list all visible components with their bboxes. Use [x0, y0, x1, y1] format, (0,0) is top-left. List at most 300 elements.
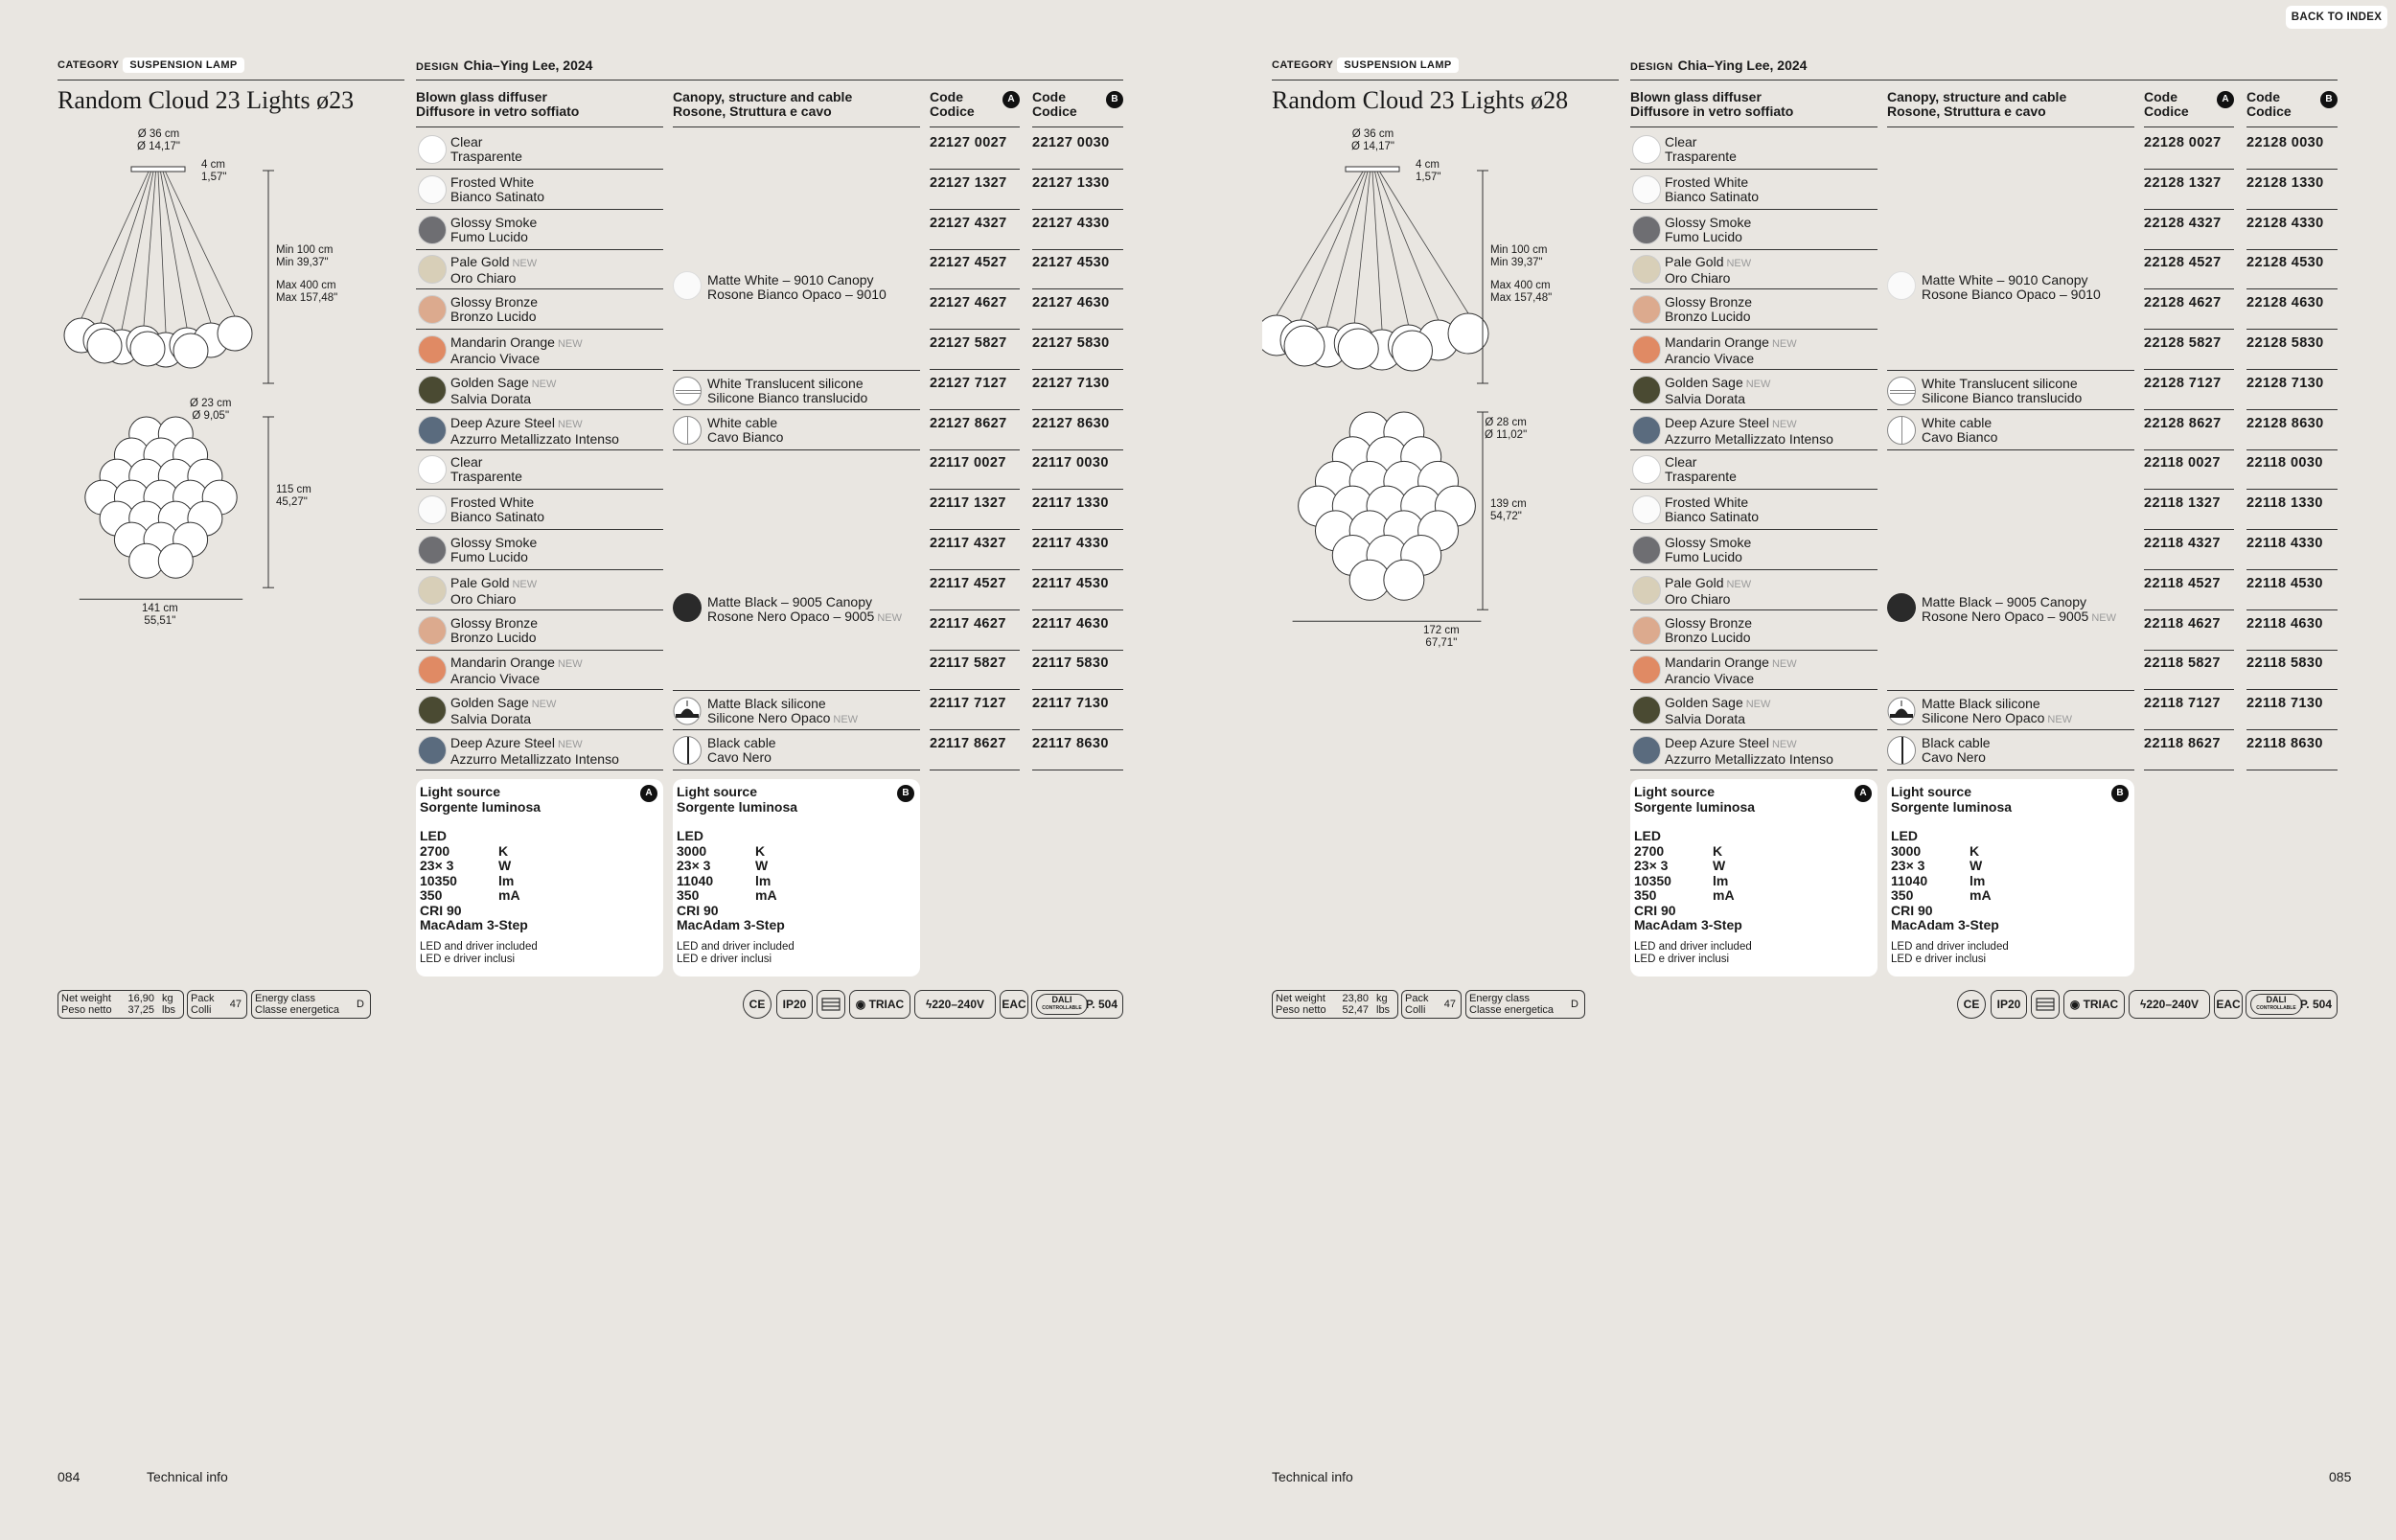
- black-silicone-row: [673, 690, 920, 730]
- diffuser-en: Frosted White: [450, 494, 535, 511]
- code-b-cell[interactable]: 22127 8630: [1032, 410, 1123, 450]
- diffuser-en: Mandarin Orange: [1665, 655, 1769, 671]
- diffuser-swatch-icon: [1632, 255, 1661, 284]
- code-b-cell[interactable]: 22118 5830: [2246, 650, 2338, 690]
- diffuser-it: Arancio Vivace: [1665, 351, 1755, 366]
- spec-row: [1634, 844, 1874, 860]
- diffuser-name: [450, 335, 583, 366]
- black-cable-row: [673, 730, 920, 770]
- diffuser-row[interactable]: [1630, 650, 1878, 690]
- net-weight-tag: [58, 990, 184, 1019]
- triac-label: TRIAC: [868, 998, 905, 1011]
- code-b-cell[interactable]: 22118 8630: [2246, 730, 2338, 770]
- code-b-cell[interactable]: 22128 1330: [2246, 170, 2338, 210]
- code-b-cell[interactable]: 22128 0030: [2246, 129, 2338, 170]
- white-silicone-label: White Translucent silicone Silicone Bianco translucido: [1922, 375, 2083, 405]
- diffuser-it: Fumo Lucido: [450, 549, 528, 564]
- spec-unit: W: [1713, 858, 1726, 873]
- code-b-cell[interactable]: 22128 5830: [2246, 330, 2338, 370]
- spec-unit: mA: [498, 887, 520, 903]
- code-a-cell[interactable]: 22118 4627: [2144, 610, 2234, 651]
- light-source-title: Light source Sorgente luminosa: [420, 784, 541, 815]
- diffuser-en: Deep Azure Steel: [1665, 414, 1769, 430]
- spacer: [677, 815, 916, 829]
- black-silicone-row: [1887, 690, 2134, 730]
- code-a-cell[interactable]: 22118 7127: [2144, 690, 2234, 730]
- badge-a-icon: A: [1855, 785, 1872, 802]
- code-a-cell[interactable]: 22128 4327: [2144, 210, 2234, 250]
- pack-tag: [187, 990, 247, 1019]
- eac-icon: EAC: [2214, 990, 2243, 1019]
- diffuser-en: Golden Sage: [1665, 695, 1743, 711]
- diffuser-swatch-icon: [1632, 455, 1661, 484]
- code-b-cell[interactable]: 22118 0030: [2246, 449, 2338, 490]
- code-a-cell[interactable]: 22127 4527: [930, 249, 1020, 289]
- diffuser-swatch-icon: [1632, 655, 1661, 684]
- diffuser-header: Blown glass diffuser Diffusore in vetro soffiato: [1630, 89, 1794, 119]
- diffuser-en: Mandarin Orange: [1665, 334, 1769, 350]
- spec-value: 11040: [677, 872, 714, 888]
- diffuser-en: Glossy Bronze: [1665, 294, 1753, 310]
- diffuser-row[interactable]: [1630, 449, 1878, 490]
- diffuser-row[interactable]: [1630, 129, 1878, 170]
- spec-row: [677, 859, 916, 874]
- diffuser-name: [450, 536, 537, 564]
- light-source-a: [416, 779, 663, 977]
- diffuser-it: Oro Chiaro: [1665, 270, 1731, 287]
- diffuser-row[interactable]: [416, 170, 663, 210]
- code-b-cell[interactable]: 22118 7130: [2246, 690, 2338, 730]
- code-a-cell[interactable]: 22127 1327: [930, 170, 1020, 210]
- diffuser-swatch-icon: [418, 495, 447, 524]
- canopy-header: Canopy, structure and cable Rosone, Struttura e cavo: [1887, 89, 2067, 119]
- triac-label: TRIAC: [2083, 998, 2119, 1011]
- white-silicone-label: White Translucent silicone Silicone Bianco translucido: [707, 375, 868, 405]
- light-source-b: [673, 779, 920, 977]
- macadam-label: MacAdam 3-Step: [420, 917, 528, 932]
- header-divider: [2246, 126, 2338, 127]
- white-canopy-icon: [1887, 271, 1916, 300]
- diffuser-row[interactable]: [416, 249, 663, 289]
- spec-row: [420, 859, 659, 874]
- diffuser-row[interactable]: [1630, 690, 1878, 730]
- diffuser-swatch-icon: [418, 616, 447, 645]
- diffuser-row[interactable]: [1630, 530, 1878, 570]
- spec-unit: W: [1970, 858, 1983, 873]
- driver-note: LED and driver included LED e driver inclusi: [677, 940, 795, 965]
- cable-line: [1901, 417, 1902, 444]
- weight-units: kg lbs: [1376, 993, 1391, 1016]
- code-a-cell[interactable]: 22118 8627: [2144, 730, 2234, 770]
- code-a-cell[interactable]: 22118 4527: [2144, 570, 2234, 610]
- diffuser-swatch-icon: [1632, 616, 1661, 645]
- header-divider: [416, 126, 663, 127]
- diffuser-swatch-icon: [1632, 696, 1661, 724]
- spec-row: [677, 844, 916, 860]
- energy-label: Energy class Classe energetica: [255, 993, 340, 1016]
- code-a-cell[interactable]: 22128 5827: [2144, 330, 2234, 370]
- category-label: [58, 56, 244, 73]
- code-a-cell[interactable]: 22127 5827: [930, 330, 1020, 370]
- code-a-cell[interactable]: 22117 8627: [930, 730, 1020, 770]
- code-a-cell[interactable]: 22117 7127: [930, 690, 1020, 730]
- new-badge: NEW: [557, 418, 583, 430]
- code-a-cell[interactable]: 22117 1327: [930, 490, 1020, 530]
- diffuser-row[interactable]: [416, 330, 663, 370]
- black-canopy-icon: [1887, 593, 1916, 622]
- diffuser-it: Bronzo Lucido: [1665, 629, 1751, 645]
- silicone-band: [1890, 390, 1915, 394]
- diffuser-row[interactable]: [416, 210, 663, 250]
- driver-note: LED and driver included LED e driver inclusi: [1891, 940, 2009, 965]
- code-a-cell[interactable]: 22117 4327: [930, 530, 1020, 570]
- code-a-cell[interactable]: 22127 4627: [930, 289, 1020, 330]
- diffuser-row[interactable]: [1630, 730, 1878, 770]
- diffuser-en: Glossy Smoke: [450, 214, 538, 230]
- header-divider: [2144, 126, 2234, 127]
- code-b-cell[interactable]: 22118 4630: [2246, 610, 2338, 651]
- diffuser-it: Azzurro Metallizzato Intenso: [450, 430, 619, 447]
- code-b-cell[interactable]: 22117 1330: [1032, 490, 1123, 530]
- spec-value: 3000: [1891, 842, 1922, 859]
- code-b-cell[interactable]: 22118 4530: [2246, 570, 2338, 610]
- code-b-cell[interactable]: 22128 7130: [2246, 370, 2338, 410]
- white-cable-label: White cable Cavo Bianco: [1922, 414, 1998, 445]
- spec-unit: W: [755, 858, 769, 873]
- design-label: [1630, 57, 1807, 75]
- page-number: 085: [2329, 1469, 2352, 1484]
- code-a-header: Code Codice: [930, 89, 975, 119]
- spec-row: [1891, 859, 2131, 874]
- diffuser-row[interactable]: [416, 410, 663, 450]
- code-b-cell[interactable]: 22117 0030: [1032, 449, 1123, 490]
- macadam-label: MacAdam 3-Step: [1891, 917, 1999, 932]
- page-ref: P. 504: [1085, 998, 1117, 1011]
- spec-row: [1891, 874, 2131, 889]
- diffuser-swatch-icon: [1632, 736, 1661, 765]
- diffuser-row[interactable]: [1630, 289, 1878, 330]
- black-silicone-label: [707, 697, 858, 727]
- code-a-cell[interactable]: 22128 0027: [2144, 129, 2234, 170]
- diffuser-en: Frosted White: [1665, 173, 1749, 190]
- pack-value: 47: [1443, 999, 1456, 1010]
- new-badge: NEW: [2091, 612, 2117, 625]
- spec-value: 10350: [1634, 872, 1671, 888]
- diffuser-en: Clear: [450, 454, 483, 471]
- weight-lbs: 37,25: [127, 1004, 154, 1016]
- new-badge: NEW: [557, 739, 583, 750]
- diffuser-name: [450, 736, 619, 767]
- code-a-cell[interactable]: 22118 1327: [2144, 490, 2234, 530]
- diffuser-swatch-icon: [418, 376, 447, 404]
- code-a-cell[interactable]: 22117 5827: [930, 650, 1020, 690]
- code-a-cell[interactable]: 22128 1327: [2144, 170, 2234, 210]
- spec-row: [420, 888, 659, 904]
- cable-line: [687, 737, 689, 764]
- category-value: SUSPENSION LAMP: [123, 57, 243, 73]
- spec-row: [677, 888, 916, 904]
- code-a-cell[interactable]: 22127 7127: [930, 370, 1020, 410]
- min-length-label: Min 100 cm Min 39,37": [276, 244, 334, 268]
- code-a-cell[interactable]: 22128 8627: [2144, 410, 2234, 450]
- diffuser-it: Oro Chiaro: [450, 590, 517, 607]
- diffuser-row[interactable]: [416, 289, 663, 330]
- energy-value: D: [357, 999, 364, 1010]
- spec-unit: mA: [1970, 887, 1992, 903]
- new-badge: NEW: [1726, 258, 1752, 270]
- spec-value: 11040: [1891, 872, 1928, 888]
- header-divider: [1630, 126, 1878, 127]
- diffuser-name: [1665, 175, 1759, 204]
- diffuser-swatch-icon: [418, 175, 447, 204]
- code-a-cell[interactable]: 22118 0027: [2144, 449, 2234, 490]
- diffuser-swatch-icon: [1632, 175, 1661, 204]
- sphere-diameter-label: Ø 23 cm Ø 9,05": [190, 398, 232, 422]
- code-a-cell[interactable]: 22128 4627: [2144, 289, 2234, 330]
- diffuser-en: Clear: [1665, 454, 1697, 471]
- diffuser-row[interactable]: [1630, 490, 1878, 530]
- diffuser-it: Arancio Vivace: [450, 671, 541, 687]
- design-title: DESIGN: [1630, 61, 1673, 73]
- diffuser-it: Oro Chiaro: [1665, 590, 1731, 607]
- code-b-cell[interactable]: 22117 4530: [1032, 570, 1123, 610]
- diffuser-it: Salvia Dorata: [450, 711, 532, 727]
- diffuser-row[interactable]: [416, 129, 663, 170]
- weight-values: [1340, 993, 1369, 1016]
- footer-label: Technical info: [1272, 1469, 1353, 1484]
- diffuser-en: Glossy Bronze: [1665, 614, 1753, 631]
- black-silicone-text: Matte Black silicone Silicone Nero Opaco: [707, 696, 831, 726]
- new-badge: NEW: [1771, 658, 1797, 671]
- diffuser-row[interactable]: [1630, 249, 1878, 289]
- badge-b-icon: B: [1106, 91, 1123, 108]
- diffuser-swatch-icon: [418, 736, 447, 765]
- code-a-cell[interactable]: 22118 4327: [2144, 530, 2234, 570]
- spacer: [420, 815, 659, 829]
- category-value: SUSPENSION LAMP: [1337, 57, 1458, 73]
- code-b-cell[interactable]: 22117 7130: [1032, 690, 1123, 730]
- diffuser-en: Glossy Smoke: [1665, 535, 1752, 550]
- spec-unit: W: [498, 858, 512, 873]
- diffuser-name: [1665, 216, 1751, 244]
- diffuser-name: [450, 616, 538, 645]
- designer-name: Chia–Ying Lee, 2024: [1677, 57, 1808, 73]
- new-badge: NEW: [1771, 418, 1797, 430]
- diffuser-row[interactable]: [416, 490, 663, 530]
- weight-kg: 23,80: [1342, 993, 1369, 1004]
- new-badge: NEW: [1771, 739, 1797, 750]
- diffuser-row[interactable]: [1630, 570, 1878, 610]
- diffuser-it: Arancio Vivace: [450, 351, 541, 366]
- light-source-a: [1630, 779, 1878, 977]
- diffuser-row[interactable]: [416, 530, 663, 570]
- triac-icon: ◉ TRIAC: [849, 990, 910, 1019]
- product-title: Random Cloud 23 Lights ø23: [58, 86, 355, 114]
- diffuser-it: Bianco Satinato: [450, 509, 545, 525]
- badge-b-icon: B: [897, 785, 914, 802]
- diffuser-swatch-icon: [1632, 536, 1661, 564]
- diffuser-it: Bianco Satinato: [1665, 509, 1760, 525]
- black-canopy-icon: [673, 593, 702, 622]
- code-a-cell[interactable]: 22117 0027: [930, 449, 1020, 490]
- diffuser-row[interactable]: [1630, 210, 1878, 250]
- pack-label: Pack Colli: [1405, 993, 1429, 1016]
- led-label: LED: [1634, 828, 1661, 843]
- code-b-cell[interactable]: 22127 1330: [1032, 170, 1123, 210]
- canopy-height-label: 4 cm 1,57": [201, 159, 227, 183]
- fixture-icon: [2031, 990, 2060, 1019]
- pack-tag: [1401, 990, 1462, 1019]
- spec-value: 350: [420, 887, 443, 903]
- code-a-cell[interactable]: 22117 4627: [930, 610, 1020, 651]
- diffuser-it: Bronzo Lucido: [1665, 309, 1751, 325]
- canopy-diameter-label: Ø 36 cm Ø 14,17": [1351, 128, 1395, 152]
- code-b-cell[interactable]: 22128 4530: [2246, 249, 2338, 289]
- energy-tag: [1465, 990, 1585, 1019]
- header-divider: [673, 126, 920, 127]
- diffuser-swatch-icon: [1632, 135, 1661, 164]
- new-badge: NEW: [1726, 578, 1752, 590]
- code-b-cell[interactable]: 22117 5830: [1032, 650, 1123, 690]
- white-silicone-icon: [673, 377, 702, 405]
- diffuser-it: Arancio Vivace: [1665, 671, 1755, 687]
- code-a-cell[interactable]: 22128 7127: [2144, 370, 2234, 410]
- new-badge: NEW: [531, 378, 557, 390]
- code-a-cell[interactable]: 22127 4327: [930, 210, 1020, 250]
- diffuser-en: Golden Sage: [450, 695, 529, 711]
- diffuser-row[interactable]: [416, 690, 663, 730]
- spec-row: [1891, 888, 2131, 904]
- code-a-cell[interactable]: 22127 8627: [930, 410, 1020, 450]
- code-b-cell[interactable]: 22127 5830: [1032, 330, 1123, 370]
- spec-value: 2700: [420, 842, 450, 859]
- diffuser-row[interactable]: [416, 449, 663, 490]
- code-b-cell[interactable]: 22117 4630: [1032, 610, 1123, 651]
- weight-values: [126, 993, 154, 1016]
- diffuser-name: [1665, 655, 1797, 686]
- canopy-header: Canopy, structure and cable Rosone, Struttura e cavo: [673, 89, 853, 119]
- voltage-icon: ϟ220–240V: [914, 990, 996, 1019]
- code-b-cell[interactable]: 22117 8630: [1032, 730, 1123, 770]
- code-b-header: Code Codice: [2246, 89, 2292, 119]
- black-canopy-label: [707, 595, 902, 626]
- spec-row: [420, 874, 659, 889]
- badge-a-icon: A: [640, 785, 657, 802]
- diffuser-en: Pale Gold: [1665, 254, 1724, 270]
- diffuser-it: Oro Chiaro: [450, 270, 517, 287]
- diffuser-row[interactable]: [1630, 410, 1878, 450]
- diffuser-row[interactable]: [1630, 330, 1878, 370]
- diffuser-row[interactable]: [416, 570, 663, 610]
- code-b-cell[interactable]: 22127 7130: [1032, 370, 1123, 410]
- code-b-cell[interactable]: 22128 8630: [2246, 410, 2338, 450]
- diffuser-it: Fumo Lucido: [1665, 549, 1742, 564]
- code-b-cell[interactable]: 22127 4630: [1032, 289, 1123, 330]
- fixture-icon: [817, 990, 845, 1019]
- black-silicone-text: Matte Black silicone Silicone Nero Opaco: [1922, 696, 2045, 726]
- new-badge: NEW: [1745, 699, 1771, 711]
- voltage-icon: ϟ220–240V: [2129, 990, 2210, 1019]
- badge-a-icon: A: [1002, 91, 1020, 108]
- diffuser-name: [450, 175, 544, 204]
- dali-badge: [2250, 994, 2302, 1015]
- spec-row: [1634, 888, 1874, 904]
- black-canopy-text: Matte Black – 9005 Canopy Rosone Nero Opaco – 9005: [1922, 594, 2089, 625]
- diffuser-row[interactable]: [416, 650, 663, 690]
- new-badge: NEW: [531, 699, 557, 711]
- diffuser-row[interactable]: [1630, 370, 1878, 410]
- designer-name: Chia–Ying Lee, 2024: [463, 57, 593, 73]
- light-source-title: Light source Sorgente luminosa: [1634, 784, 1756, 815]
- code-b-cell[interactable]: 22127 0030: [1032, 129, 1123, 170]
- driver-note: LED and driver included LED e driver inclusi: [1634, 940, 1752, 965]
- back-to-index-button[interactable]: BACK TO INDEX: [2286, 6, 2387, 29]
- diffuser-en: Golden Sage: [1665, 374, 1743, 390]
- diffuser-name: [1665, 696, 1770, 726]
- diffuser-name: [1665, 135, 1737, 164]
- code-b-cell[interactable]: 22128 4630: [2246, 289, 2338, 330]
- new-badge: NEW: [1771, 338, 1797, 350]
- code-b-cell[interactable]: 22118 4330: [2246, 530, 2338, 570]
- diffuser-swatch-icon: [1632, 576, 1661, 605]
- led-label: LED: [420, 828, 447, 843]
- code-b-cell[interactable]: 22128 4330: [2246, 210, 2338, 250]
- code-a-cell[interactable]: 22117 4527: [930, 570, 1020, 610]
- diffuser-en: Pale Gold: [450, 574, 510, 590]
- design-label: [416, 57, 592, 75]
- code-b-cell[interactable]: 22118 1330: [2246, 490, 2338, 530]
- diffuser-row[interactable]: [416, 370, 663, 410]
- code-a-cell[interactable]: 22128 4527: [2144, 249, 2234, 289]
- code-a-cell[interactable]: 22118 5827: [2144, 650, 2234, 690]
- spec-row: [1634, 859, 1874, 874]
- spec-value: 350: [1634, 887, 1657, 903]
- spec-unit: mA: [755, 887, 777, 903]
- led-label: LED: [677, 828, 703, 843]
- diffuser-swatch-icon: [1632, 335, 1661, 364]
- diffuser-row[interactable]: [1630, 610, 1878, 651]
- code-b-cell[interactable]: 22127 4530: [1032, 249, 1123, 289]
- diffuser-swatch-icon: [418, 416, 447, 445]
- diffuser-en: Glossy Bronze: [450, 614, 539, 631]
- diffuser-name: [450, 255, 537, 286]
- diffuser-it: Azzurro Metallizzato Intenso: [1665, 430, 1833, 447]
- energy-value: D: [1571, 999, 1578, 1010]
- diffuser-name: [1665, 335, 1797, 366]
- diffuser-swatch-icon: [418, 135, 447, 164]
- diffuser-row[interactable]: [416, 730, 663, 770]
- diffuser-en: Golden Sage: [450, 374, 529, 390]
- code-b-cell[interactable]: 22117 4330: [1032, 530, 1123, 570]
- product-title: Random Cloud 23 Lights ø28: [1272, 86, 1569, 114]
- diffuser-row[interactable]: [1630, 170, 1878, 210]
- diffuser-it: Salvia Dorata: [1665, 711, 1746, 727]
- diffuser-name: [450, 495, 544, 524]
- diffuser-name: [1665, 616, 1752, 645]
- max-length-label: Max 400 cm Max 157,48": [1490, 280, 1553, 304]
- diffuser-en: Pale Gold: [450, 254, 510, 270]
- spec-unit: lm: [498, 872, 515, 888]
- diffuser-swatch-icon: [418, 216, 447, 244]
- code-a-cell[interactable]: 22127 0027: [930, 129, 1020, 170]
- spec-unit: K: [498, 842, 509, 859]
- dali-sub: CONTROLLABLE: [1042, 1005, 1082, 1011]
- code-b-cell[interactable]: 22127 4330: [1032, 210, 1123, 250]
- diffuser-row[interactable]: [416, 610, 663, 651]
- diffuser-name: [1665, 255, 1751, 286]
- sphere-diameter-label: Ø 28 cm Ø 11,02": [1485, 417, 1528, 441]
- spec-value: 350: [1891, 887, 1914, 903]
